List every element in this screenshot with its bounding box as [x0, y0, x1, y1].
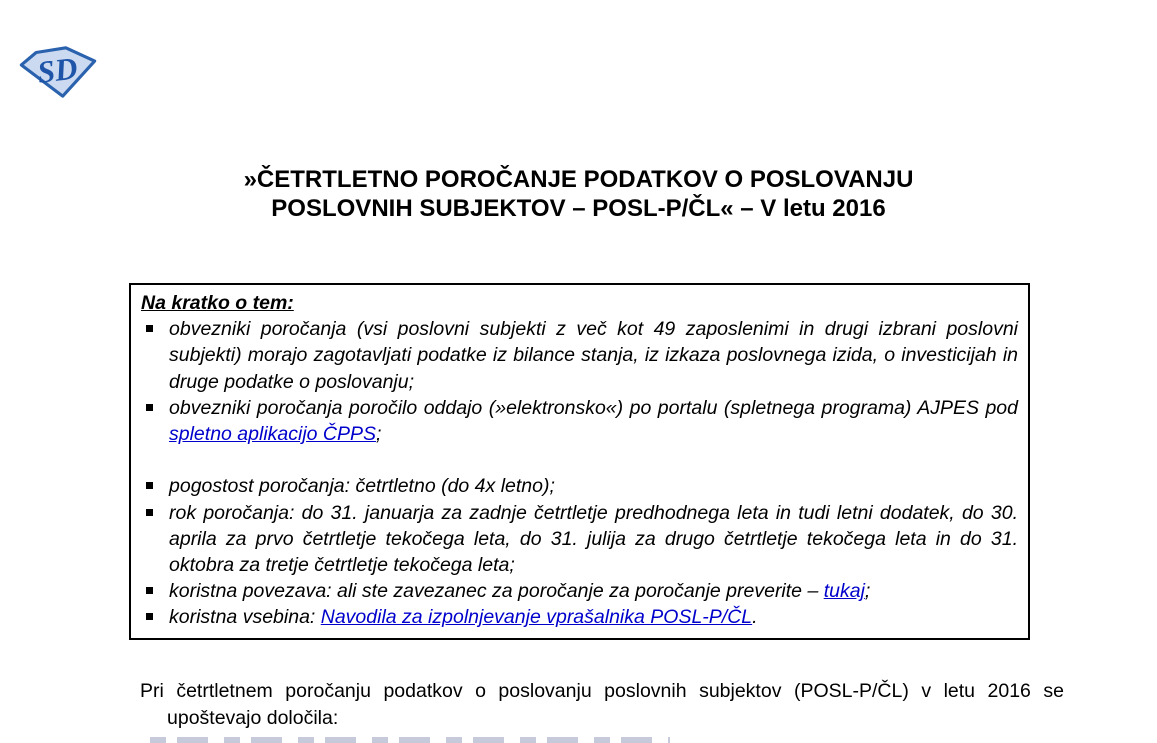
text-segment: pogostost poročanja: četrtletno (do 4x letno);	[169, 475, 555, 498]
sd-diamond-icon	[19, 46, 97, 98]
box-heading: Na kratko o tem:	[141, 292, 294, 314]
square-bullet-icon	[146, 482, 153, 489]
square-bullet-icon	[146, 325, 153, 332]
text-segment: obvezniki poročanja poročilo oddajo (»elektronsko«) po portalu (spletnega programa) AJPES pod	[169, 396, 1018, 419]
closing-paragraph: Pri četrtletnem poročanju podatkov o poslovanju poslovnih subjektov (POSL-P/ČL) v letu 2016 se upoštevajo določila:	[140, 680, 1064, 729]
link-tukaj[interactable]: tukaj	[823, 580, 865, 603]
square-bullet-icon	[146, 587, 153, 594]
link-navodila-posl-p-cl[interactable]: Navodila za izpolnjevanje vprašalnika POSL-P/ČL	[320, 606, 753, 629]
square-bullet-icon	[146, 613, 153, 620]
text-segment: .	[752, 606, 758, 629]
list-item	[141, 500, 1018, 579]
list-item	[141, 473, 1018, 499]
list-item	[141, 316, 1018, 395]
document-title	[0, 165, 1157, 223]
text-segment: koristna vsebina:	[169, 606, 321, 629]
list-item	[141, 395, 1018, 447]
title-line-1: »ČETRTLETNO POROČANJE PODATKOV O POSLOVANJU	[243, 166, 914, 193]
text-segment: ;	[864, 580, 871, 603]
clipped-text-line	[150, 737, 670, 743]
square-bullet-icon	[146, 404, 153, 411]
link-spletna-aplikacija-cpps[interactable]: spletno aplikacijo ČPPS	[169, 423, 377, 446]
text-segment: koristna povezava: ali ste zavezanec za poročanje za poročanje preverite –	[169, 580, 824, 603]
summary-box	[129, 283, 1030, 640]
bullet-list	[141, 316, 1018, 630]
square-bullet-icon	[146, 509, 153, 516]
title-line-2: POSLOVNIH SUBJEKTOV – POSL-P/ČL« – V letu 2016	[271, 195, 886, 222]
text-segment: ;	[376, 423, 382, 446]
text-segment: obvezniki poročanja (vsi poslovni subjekti z več kot 49 zaposlenimi in drugi izbrani poslovni subjekti) morajo zagotavljati podatke iz bilance stanja, iz izkaza poslovnega izida, o investicijah in druge podatke o poslovanju;	[169, 318, 1018, 393]
sd-logo	[19, 46, 97, 98]
logo-letters: SD	[35, 50, 80, 90]
list-item	[141, 578, 1018, 604]
text-segment: rok poročanja: do 31. januarja za zadnje četrtletje predhodnega leta in tudi letni dodatek, do 30. aprila za prvo četrtletje tekočega leta, do 31. julija za drugo četrtletje tekočega leta in do 31. oktobra za tretje četrtletje tekočega leta;	[169, 501, 1018, 577]
list-item	[141, 604, 1018, 630]
